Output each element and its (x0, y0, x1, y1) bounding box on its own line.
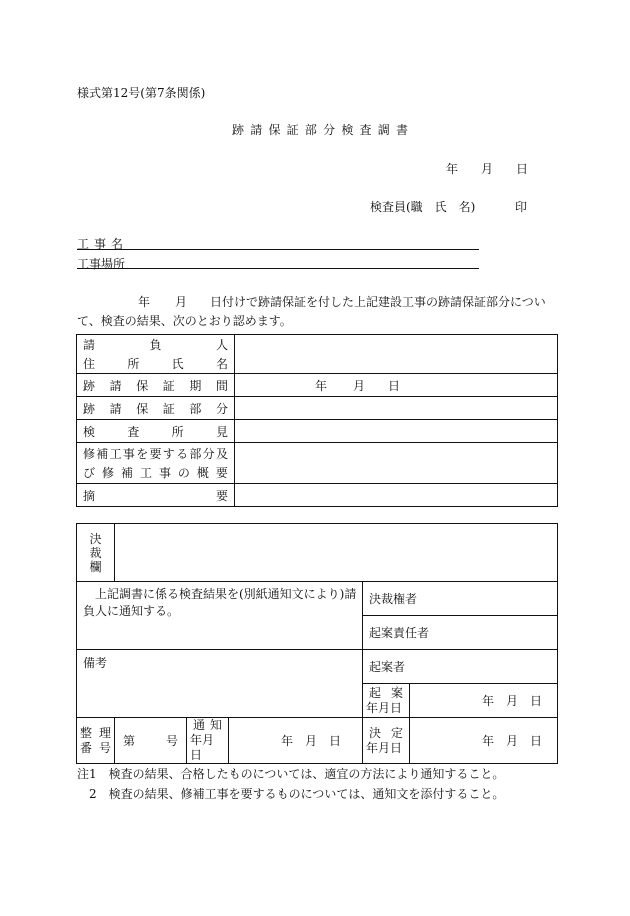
serial-label: 整 理 番 号 (80, 725, 111, 755)
decided-date-ymd: 年 月 日 (482, 734, 542, 748)
seal-mark: 印 (515, 200, 528, 214)
note-1: 注1 検査の結果、合格したものについては、適宜の方法により通知すること。 (77, 767, 505, 781)
decided-date-label: 決 定 年月日 (366, 725, 403, 755)
work-name-label: 工 事 名 (77, 237, 123, 251)
part-label: 跡 請 保 証 部 分 (83, 401, 228, 416)
part-value[interactable] (235, 397, 558, 420)
notice-date-value[interactable] (229, 718, 363, 764)
note-2: 2 検査の結果、修補工事を要するものについては、通知文を添付すること。 (77, 787, 505, 801)
work-place-label: 工事場所 (77, 257, 126, 271)
notice-date-label: 通 知 年月日 (190, 718, 222, 762)
notice-date-ymd: 年 月 日 (281, 734, 341, 748)
number-label: 第 号 (123, 734, 178, 748)
notice-text: 上記調書に係る検査結果を(別紙通知文により)請 負人に通知する。 (83, 587, 357, 618)
authority-label: 決裁権者 (369, 592, 418, 606)
work-name-line (77, 249, 479, 250)
serial-row (77, 718, 558, 764)
part-row (77, 397, 558, 420)
period-label: 跡 請 保 証 期 間 (83, 378, 228, 393)
contractor-value[interactable] (235, 335, 558, 374)
decided-date-value[interactable] (410, 718, 558, 764)
contractor-row (77, 335, 558, 374)
serial-number-value[interactable] (115, 718, 187, 764)
inspection-table (76, 334, 558, 507)
intro-line-2: て、検査の結果、次のとおり認めます。 (77, 314, 292, 328)
opinion-label: 検 査 所 見 (83, 424, 228, 439)
summary-label: 摘 要 (83, 488, 228, 503)
work-place-line (77, 268, 479, 269)
contractor-label: 請 負 人 (83, 338, 228, 352)
address-name-label: 住 所 氏 名 (83, 357, 228, 371)
decision-area[interactable] (115, 524, 558, 582)
period-day: 日 (388, 379, 401, 393)
drafter-label: 起案者 (369, 660, 406, 674)
approval-table (76, 523, 558, 764)
authority-row (77, 582, 558, 616)
repair-label-line-1: 修 補 工 事 を 要 す る 部 分 及 (83, 447, 228, 461)
opinion-row (77, 420, 558, 443)
inspector-label: 検査員(職 氏 名) (370, 200, 476, 214)
intro-line-1: 日付けで跡請保証を付した上記建設工事の跡請保証部分につい (210, 295, 546, 309)
drafter-row (77, 650, 558, 684)
decision-column-label: 決 裁 欄 (89, 531, 102, 574)
period-month: 月 (353, 379, 366, 393)
decision-row (77, 524, 558, 582)
period-value[interactable] (235, 374, 558, 397)
repair-label-line-2: び 修 補 工 事 の 概 要 (83, 466, 228, 480)
summary-row (77, 484, 558, 507)
repair-row (77, 443, 558, 484)
summary-value[interactable] (235, 484, 558, 507)
repair-value[interactable] (235, 443, 558, 484)
intro-year: 年 (138, 295, 151, 309)
header-date: 年 月 日 (446, 162, 528, 176)
draft-date-ymd: 年 月 日 (482, 694, 542, 708)
period-row (77, 374, 558, 397)
form-number: 様式第12号(第7条関係) (77, 86, 206, 100)
document-title: 跡 請 保 証 部 分 検 査 調 書 (232, 123, 408, 137)
intro-month: 月 (175, 295, 188, 309)
period-year: 年 (315, 379, 328, 393)
draft-date-label: 起 案 年月日 (366, 685, 403, 715)
opinion-value[interactable] (235, 420, 558, 443)
draft-date-value[interactable] (410, 684, 558, 718)
remarks-label: 備考 (83, 656, 108, 670)
responsible-label: 起案責任者 (369, 626, 430, 640)
